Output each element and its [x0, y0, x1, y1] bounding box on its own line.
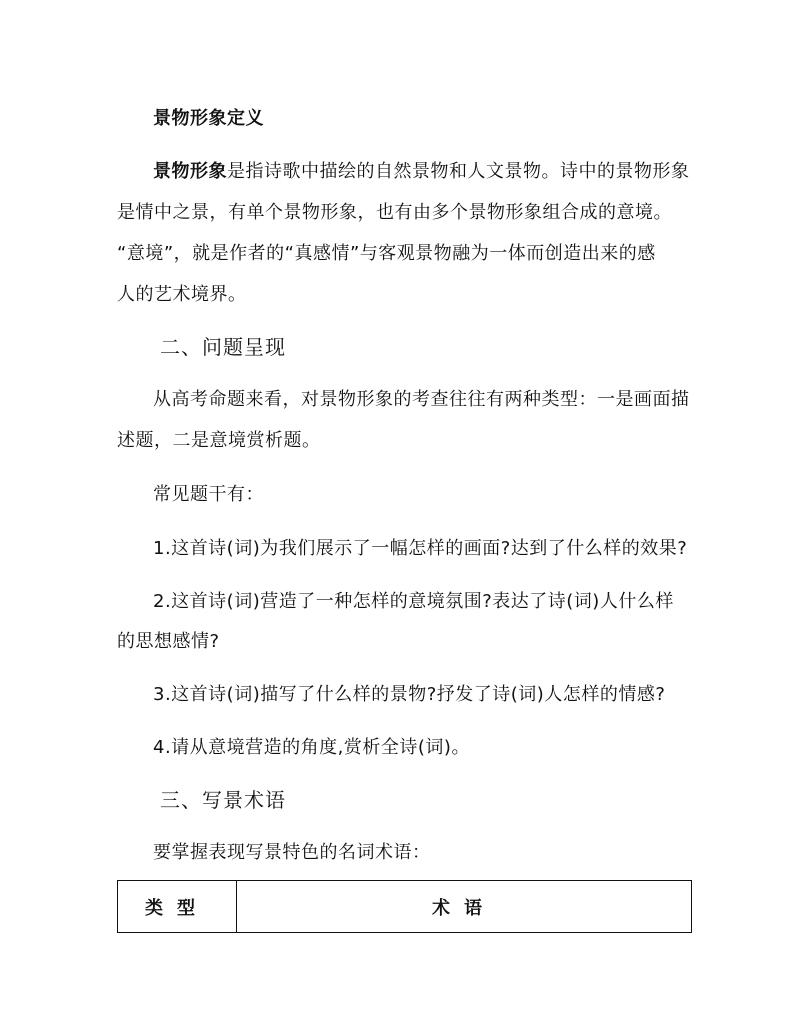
definition-line-3: “意境”，就是作者的“真感情”与客观景物融为一体而创造出来的感	[117, 243, 656, 264]
definition-line-2: 是情中之景，有单个景物形象，也有由多个景物形象组合成的意境。	[117, 202, 672, 223]
terms-intro: 要掌握表现写景特色的名词术语：	[153, 842, 431, 863]
definition-text-1: 是指诗歌中描绘的自然景物和人文景物。诗中的景物形象	[227, 161, 690, 182]
question-3: 3.这首诗(词)描写了什么样的景物?抒发了诗(词)人怎样的情感?	[153, 684, 666, 705]
table-header-terms: 术语	[237, 881, 692, 933]
table-header-row	[118, 881, 692, 933]
section-heading-2: 二、问题呈现	[160, 335, 286, 359]
intro-line-1: 从高考命题来看，对景物形象的考查往往有两种类型：一是画面描	[153, 389, 690, 410]
intro-line-2: 述题，二是意境赏析题。	[117, 430, 321, 451]
definition-title: 景物形象定义	[153, 108, 264, 129]
question-1: 1.这首诗(词)为我们展示了一幅怎样的画面?达到了什么样的效果?	[153, 538, 688, 559]
table-header-type: 类型	[118, 881, 237, 933]
definition-line-4: 人的艺术境界。	[117, 284, 247, 305]
common-questions-label: 常见题干有：	[153, 484, 264, 505]
question-4: 4.请从意境营造的角度,赏析全诗(词)。	[153, 737, 470, 758]
question-2-continued: 的思想感情?	[117, 631, 220, 652]
question-2: 2.这首诗(词)营造了一种怎样的意境氛围?表达了诗(词)人什么样	[153, 591, 674, 612]
terms-table	[117, 880, 692, 933]
definition-line-1	[153, 160, 690, 184]
section-heading-3: 三、写景术语	[160, 788, 286, 812]
definition-term: 景物形象	[153, 161, 227, 182]
